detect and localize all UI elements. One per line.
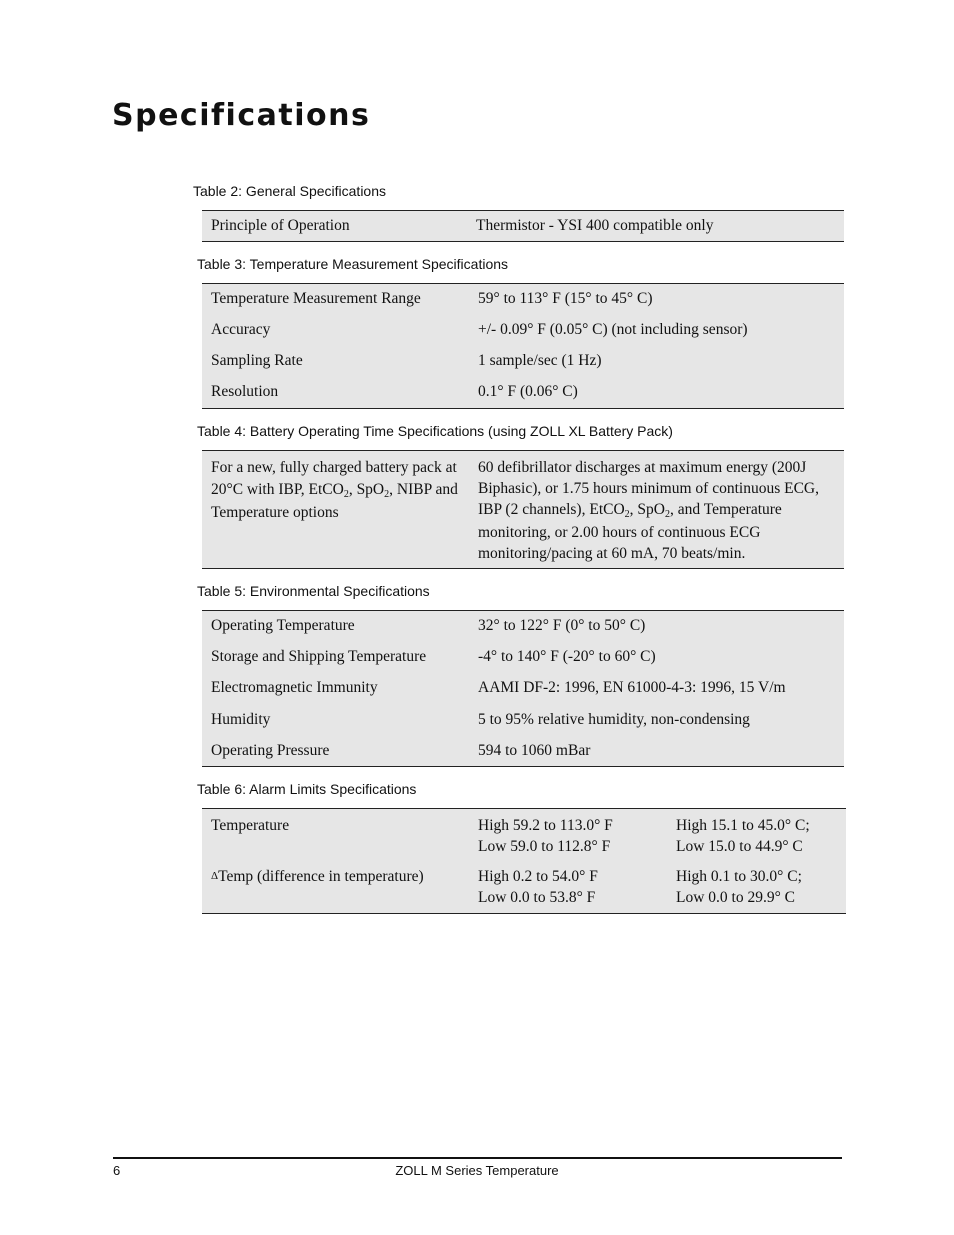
row-label: Operating Temperature [211, 617, 355, 634]
row-label: Humidity [211, 711, 271, 728]
row-value: AAMI DF-2: 1996, EN 61000-4-3: 1996, 15 V/m [478, 679, 786, 696]
row-label: Storage and Shipping Temperature [211, 648, 427, 665]
row-value: +/- 0.09° F (0.05° C) (not including sensor) [478, 321, 748, 338]
fahrenheit-limits: High 59.2 to 113.0° F Low 59.0 to 112.8° F [478, 817, 613, 855]
alarm-limits-table [202, 808, 846, 914]
footer-title: ZOLL M Series Temperature [395, 1163, 559, 1178]
row-label: Operating Pressure [211, 742, 330, 759]
footer-divider [113, 1157, 842, 1159]
row-value: 59° to 113° F (15° to 45° C) [478, 290, 653, 307]
general-specifications-table [202, 210, 844, 242]
table-3-caption: Table 3: Temperature Measurement Specifications [197, 256, 509, 272]
row-label: Accuracy [211, 321, 271, 338]
row-value: 0.1° F (0.06° C) [478, 383, 578, 400]
table-2-caption: Table 2: General Specifications [193, 183, 386, 199]
fahrenheit-limits: High 0.2 to 54.0° F Low 0.0 to 53.8° F [478, 868, 598, 906]
row-label: Electromagnetic Immunity [211, 679, 378, 696]
row-value: 32° to 122° F (0° to 50° C) [478, 617, 646, 634]
row-label: For a new, fully charged battery pack at 20°C with IBP, EtCO$_2$, SpO$_2$, NIBP and Temperature options [211, 459, 458, 521]
row-value: 594 to 1060 mBar [478, 742, 591, 759]
table-6-caption: Table 6: Alarm Limits Specifications [197, 781, 417, 797]
environmental-specifications-table [202, 610, 844, 767]
row-value: 5 to 95% relative humidity, non-condensing [478, 711, 750, 728]
row-value: 1 sample/sec (1 Hz) [478, 352, 602, 369]
celsius-limits: High 15.1 to 45.0° C; Low 15.0 to 44.9° C [676, 817, 810, 855]
row-value: -4° to 140° F (-20° to 60° C) [478, 648, 656, 665]
row-label: Principle of Operation [211, 217, 350, 234]
row-label: Sampling Rate [211, 352, 303, 369]
celsius-limits: High 0.1 to 30.0° C; Low 0.0 to 29.9° C [676, 868, 802, 906]
temperature-measurement-table [202, 283, 844, 409]
delta-icon: Δ [211, 870, 219, 882]
row-label: Temperature [211, 817, 290, 834]
row-label: Resolution [211, 383, 279, 400]
row-label: Temperature Measurement Range [211, 290, 421, 307]
table-5-caption: Table 5: Environmental Specifications [197, 583, 430, 599]
row-value: 60 defibrillator discharges at maximum energy (200J Biphasic), or 1.75 hours minimum of continuous ECG, IBP (2 channels), EtCO$_2$, SpO$_2$, and Temperature monitoring, or 2.00 hours of continuous ECG monitoring/pacing at 60 mA, 70 beats/min. [478, 459, 819, 562]
battery-operating-time-table [202, 450, 844, 569]
row-label: ΔTemp (difference in temperature) [211, 868, 424, 885]
page-number: 6 [113, 1163, 121, 1178]
table-4-caption: Table 4: Battery Operating Time Specifications (using ZOLL XL Battery Pack) [197, 423, 673, 439]
row-value: Thermistor - YSI 400 compatible only [476, 217, 714, 234]
page-title: Specifications [112, 98, 371, 133]
